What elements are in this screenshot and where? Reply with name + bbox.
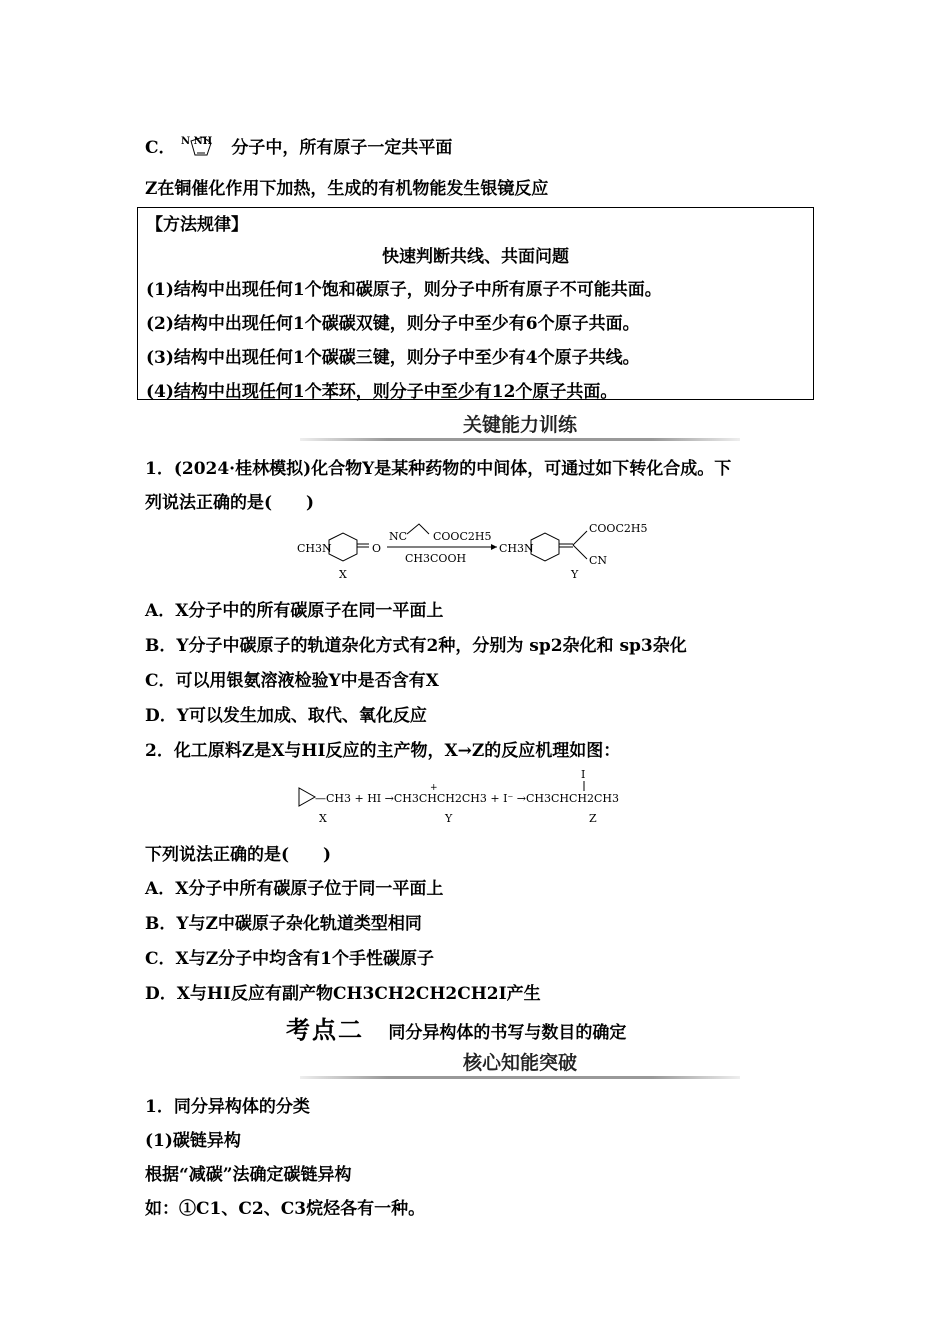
section-label: 考点二 [286,1016,364,1044]
iodo-label: I [581,768,586,781]
banner-rule [300,438,740,441]
method-rule: (3)结构中出现任何1个碳碳三键，则分子中至少有4个原子共线。 [146,348,640,368]
option-text: 分子中，所有原子一定共平面 [231,138,453,158]
q2-equation: —CH3 + HI →CH3CHCH2CH3 + I⁻ →CH3CHCH2CH3 [315,792,620,805]
reagent-ester: COOC2H5 [433,530,492,543]
method-tag: 【方法规律】 [146,215,248,235]
x-label: X [339,568,347,581]
banner-rule [300,1076,740,1079]
ketone-o: O [372,542,382,555]
q2-stem: 2．化工原料Z是X与HI反应的主产物，X→Z的反应机理如图： [145,741,621,761]
q2-x-label: X [319,812,327,825]
q2-option-d: D．X与HI反应有副产物CH3CH2CH2CH2I产生 [145,984,541,1004]
option-c [145,133,452,159]
q1-stem-line1: 1．(2024·桂林模拟)化合物Y是某种药物的中间体，可通过如下转化合成。下 [145,459,732,479]
option-d: Z在铜催化作用下加热，生成的有机物能发生银镜反应 [145,179,549,199]
method-rule: (1)结构中出现任何1个饱和碳原子，则分子中所有原子不可能共面。 [146,280,662,300]
methyl-n-right: CH3N [499,542,534,555]
option-letter: C． [145,138,176,158]
method-title: 快速判断共线、共面问题 [382,247,569,267]
q1-option-d: D．Y可以发生加成、取代、氧化反应 [145,706,427,726]
q1-reaction-scheme [297,516,667,584]
section-title: 同分异构体的书写与数目的确定 [388,1023,627,1043]
q2-prompt: 下列说法正确的是( ) [145,845,332,865]
body-heading-1: 1．同分异构体的分类 [145,1097,310,1117]
carbocation-plus: + [430,783,438,793]
q1-option-a: A．X分子中的所有碳原子在同一平面上 [145,601,444,621]
body-heading-2: (1)碳链异构 [145,1131,241,1151]
svg-text:N NH: N NH [181,136,213,147]
banner-text: 核心知能突破 [462,1052,577,1074]
q2-z-label: Z [589,812,597,825]
method-rule: (4)结构中出现任何1个苯环，则分子中至少有12个原子共面。 [146,382,618,402]
q1-option-b: B．Y分子中碳原子的轨道杂化方式有2种，分别为 sp2杂化和 sp3杂化 [145,636,687,656]
reagent-nc: NC [389,530,408,543]
product-ester: COOC2H5 [589,522,648,535]
q2-reaction-scheme [297,766,667,826]
body-paragraph: 根据“减碳”法确定碳链异构 [145,1165,352,1185]
section-banner [370,1048,670,1075]
q2-option-b: B．Y与Z中碳原子杂化轨道类型相同 [145,914,422,934]
method-box [137,207,814,400]
q2-y-label: Y [445,812,453,825]
imidazole-structure [181,133,225,159]
q2-option-c: C．X与Z分子中均含有1个手性碳原子 [145,949,434,969]
methyl-n-left: CH3N [297,542,332,555]
y-label: Y [571,568,579,581]
banner-text: 关键能力训练 [462,414,577,436]
q2-option-a: A．X分子中所有碳原子位于同一平面上 [145,879,444,899]
body-paragraph: 如：①C1、C2、C3烷烃各有一种。 [145,1199,426,1219]
section-heading [286,1010,626,1045]
reagent-acid: CH3COOH [405,552,467,565]
product-cn: CN [589,554,608,567]
q1-stem-line2: 列说法正确的是( ) [145,493,315,513]
section-banner [370,410,670,437]
q1-option-c: C．可以用银氨溶液检验Y中是否含有X [145,671,439,691]
method-rule: (2)结构中出现任何1个碳碳双键，则分子中至少有6个原子共面。 [146,314,640,334]
